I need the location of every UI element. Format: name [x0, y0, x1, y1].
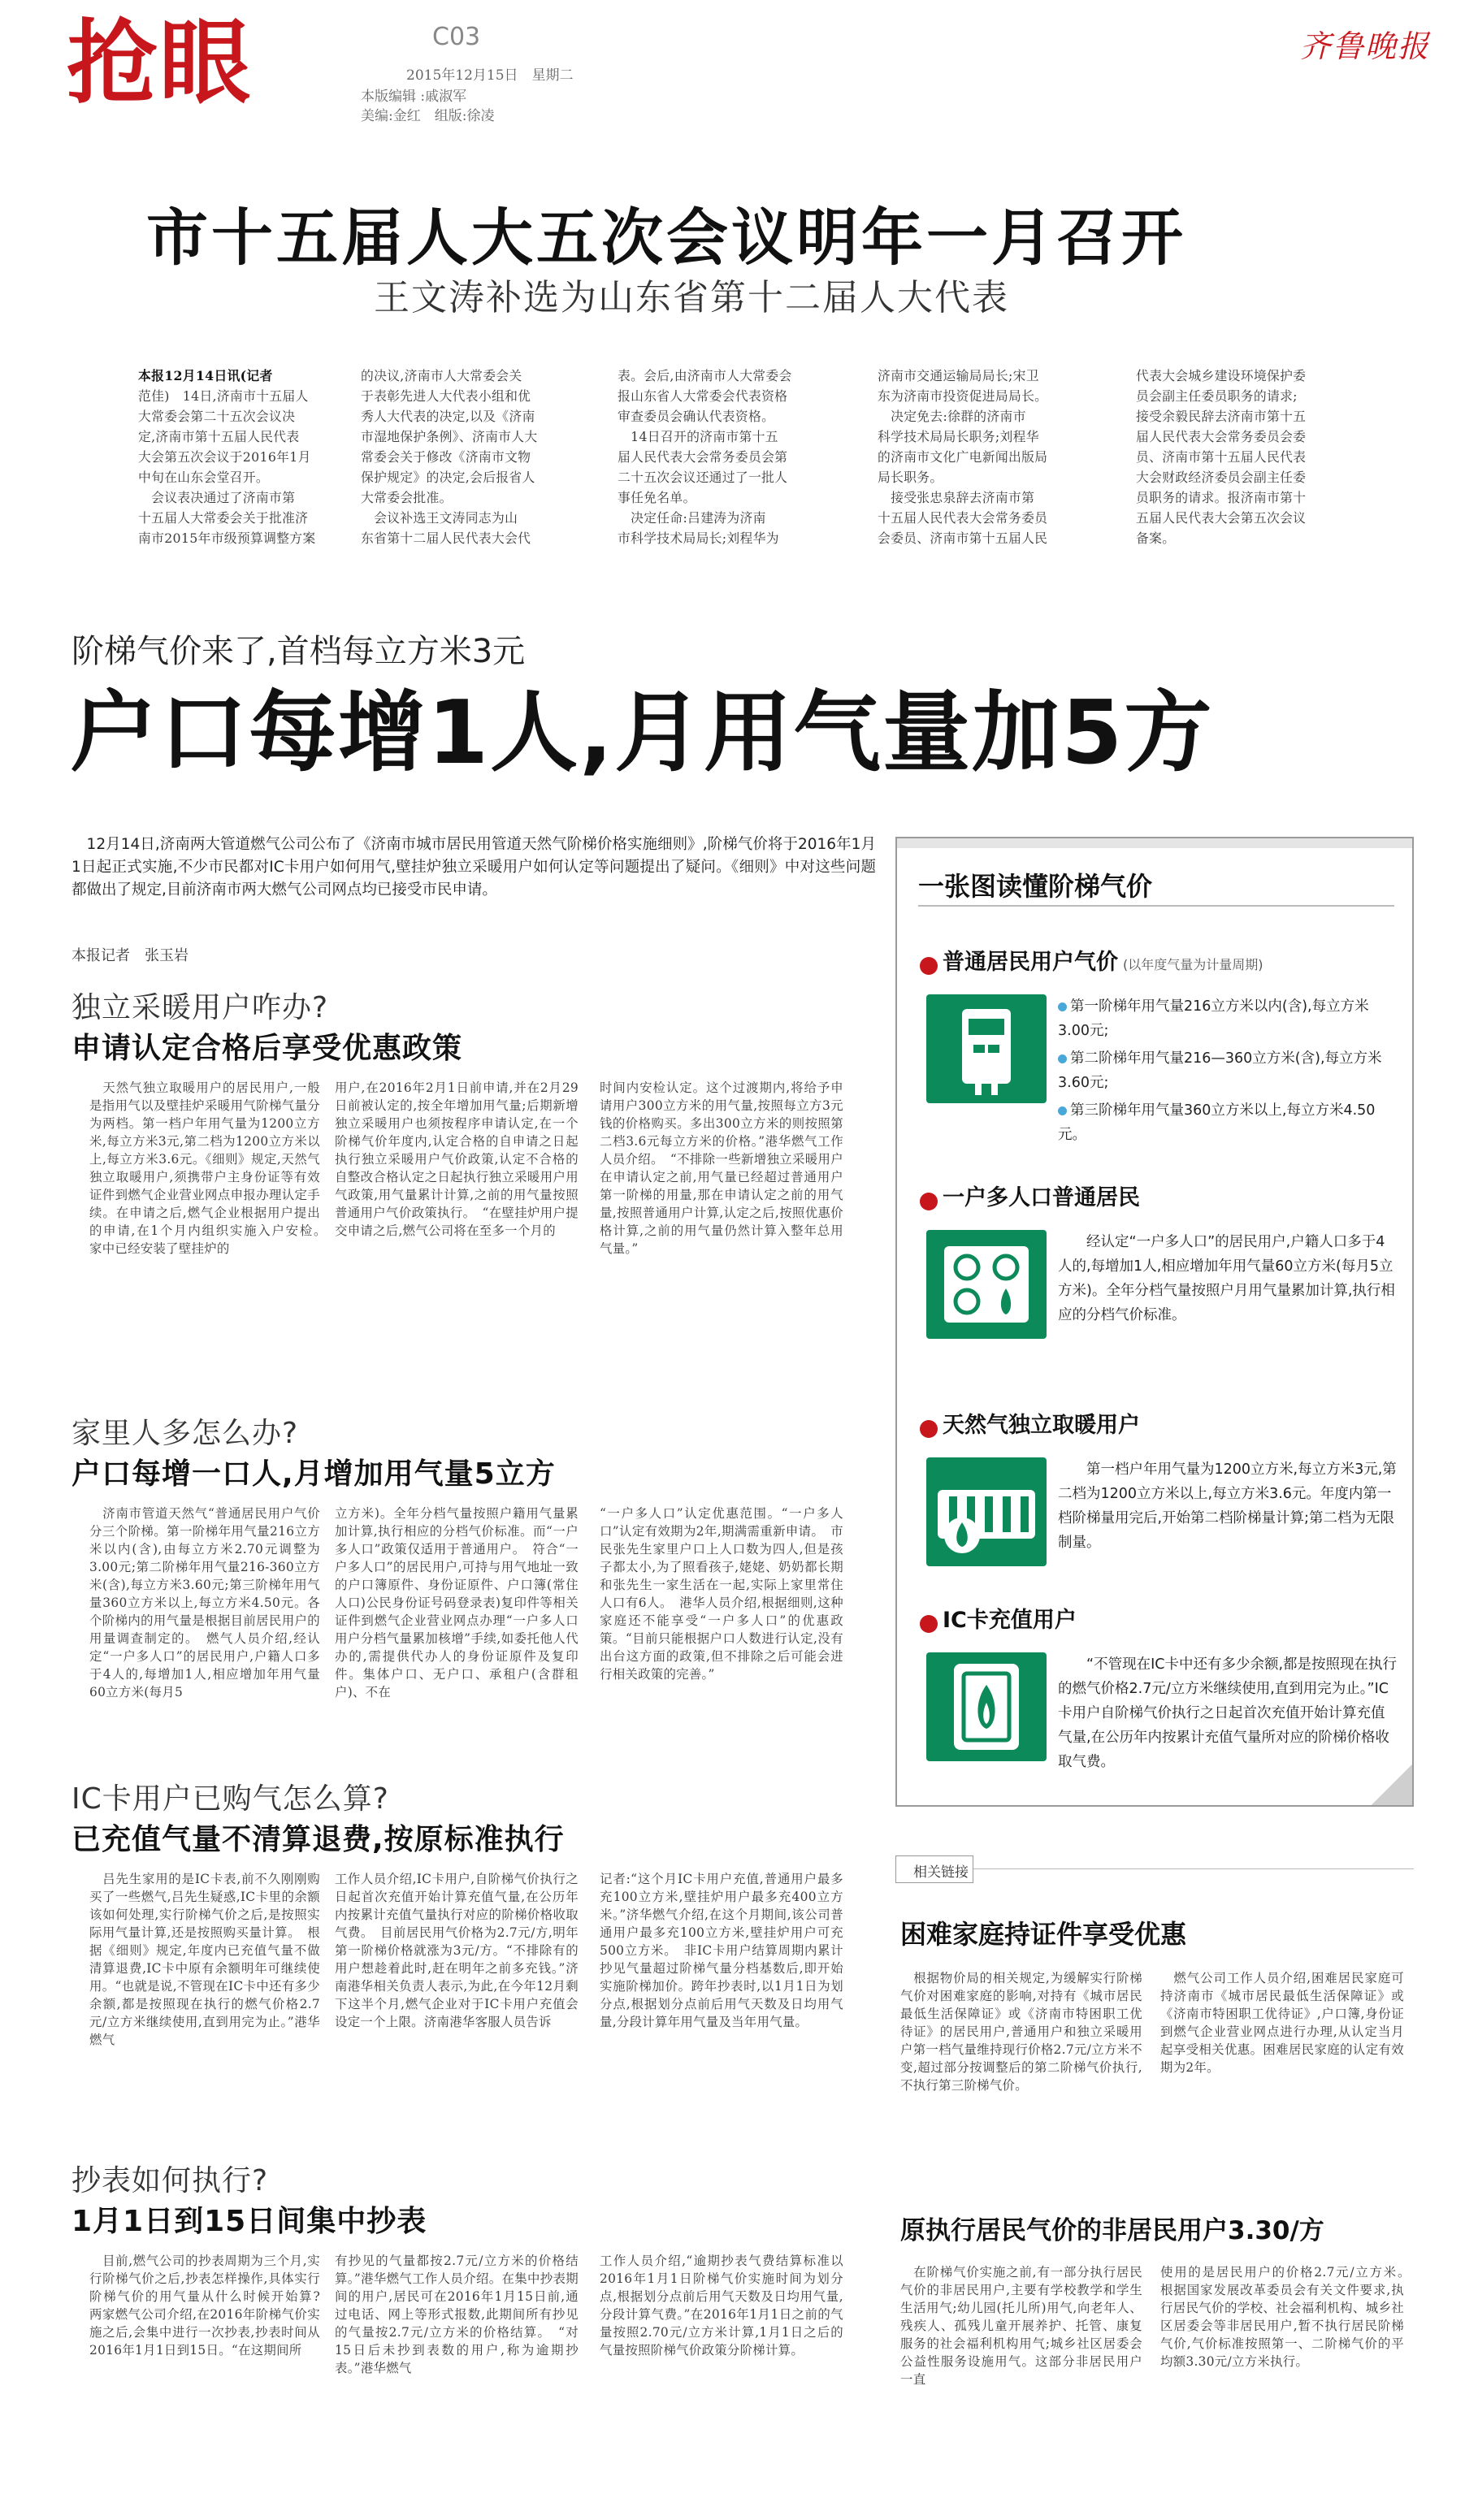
section-logo: 抢眼 [67, 11, 252, 116]
infobox-title: 一张图读懂阶梯气价 [918, 871, 1153, 902]
section-column: 立方米)。全年分档气量按照户籍用气量累加计算,执行相应的分档气价标准。而“一户多人口”政策仅适用于普通用户。 符合“一户多人口”的居民用户,可持与用气地址一致的户口簿原件、身份证原件、户口簿(常住人口)公民身份证号码登录表)复印件等相关证件到燃气企业营业网点办理“一户多人口用户分档气量累加核增”手续,如委托他人代办的,需提供代办人的身份证原件及复印件。集体户口、无户口、承租户(含群租户)、不在 [335, 1506, 579, 1699]
editor-line: 本版编辑 :戚淑军 [361, 89, 467, 105]
story1-line: 决定免去:徐群的济南市 [878, 409, 1026, 424]
section-column: “一户多人口”认定优惠范围。“一户多人口”认定有效期为2年,期满需重新申请。 市民张先生家里户口上人口数为四人,但是孩子都太小,为了照看孩子,姥姥、奶奶都长期和张先生一家生活在一起,实际上家里常住人口有6人。 港华人员介绍,根据细则,这种家庭还不能享受“一户多人口”的优惠政策。“目前只能根据户口人数进行认定,没有出台这方面的政策,但不排除之后可能会进行相关政策的完善。” [600, 1506, 843, 1682]
bullet-dot-icon [920, 1615, 938, 1633]
story1-line: 大常委会批准。 [361, 490, 453, 505]
bullet-dot-icon [920, 957, 938, 975]
story1-line: 的济南市文化广电新闻出版局 [878, 449, 1048, 465]
story1-line: 代表大会城乡建设环境保护委 [1136, 368, 1307, 383]
story1-headline: 市十五届人大五次会议明年一月召开 [146, 201, 1186, 274]
story1-line: 市湿地保护条例》、济南市人大 [361, 429, 538, 444]
related-links-box [895, 1855, 1417, 2473]
story1-line: 济南市交通运输局局长;宋卫 [878, 368, 1039, 383]
story1-line: 员、济南市第十五届人民代表 [1136, 449, 1307, 465]
section-column: 目前,燃气公司的抄表周期为三个月,实行阶梯气价之后,抄表怎样操作,具体实行阶梯气价的用气量从什么时候开始算? 两家燃气公司介绍,在2016年阶梯气价实施之后,会集中进行一次抄表,抄表时间从2016年1月1日到15日。“在这期间所 [89, 2254, 333, 2358]
story1-column [1136, 366, 1380, 569]
section-question: 家里人多怎么办? [72, 1417, 299, 1450]
story1-line: 十五届人民代表大会常务委员 [878, 510, 1048, 526]
story1-line: 届人民代表大会常务委员会委 [1136, 429, 1307, 444]
section-answer: 1月1日到15日间集中抄表 [72, 2205, 427, 2238]
section-column: 有抄见的气量都按2.7元/立方米的价格结算。”港华燃气工作人员介绍。在集中抄表期间的用户,居民可在2016年1月15日前,通过电话、网上等形式报数,此期间所有抄见的气量按2.7元/立方米的价格结算。 “对15日后未抄到表数的用户,称为逾期抄表。”港华燃气 [335, 2254, 579, 2375]
story1-line: 定,济南市第十五届人民代表 [138, 429, 300, 444]
infobox-item-title: 一户多人口普通居民 [943, 1185, 1140, 1210]
sidebar-s2-col2: 使用的是居民用户的价格2.7元/立方米。 根据国家发展改革委员会有关文件要求,执行居民气价的学校、社会福利机构、城乡社区居委会等非居民用户,暂不执行居民阶梯气价,气价标准按照第一、二阶梯气价的平均额3.30元/立方米执行。 [1160, 2265, 1417, 2369]
infobox-item-title: IC卡充值用户 [943, 1608, 1077, 1633]
sidebar-s1-title: 困难家庭持证件享受优惠 [900, 1919, 1187, 1950]
infobox-bullet-text: 第三阶梯年用气量360立方米以上,每立方米4.50元。 [1058, 1102, 1376, 1143]
section-column: 工作人员介绍,“逾期抄表气费结算标准以2016年1月1日阶梯气价实施时间为划分点,根据划分点前后用气天数及日均用气量,分段计算气费。”在2016年1月1日之前的气量按照2.70元/立方米计算,1月1日之后的气量按照阶梯气价政策分阶梯计算。 [600, 2254, 843, 2358]
story1-line: 南市2015年市级预算调整方案 [138, 530, 316, 546]
infobox-item-text: 经认定“一户多人口”的居民用户,户籍人口多于4人的,每增加1人,相应增加年用气量60立方米(每月5立方米)。全年分档气量按照户月用气量累加计算,执行相应的分档气价标准。 [1058, 1234, 1395, 1323]
story1-subhead: 王文涛补选为山东省第十二届人大代表 [374, 277, 1009, 318]
story1-line: 接受张忠泉辞去济南市第 [878, 490, 1035, 505]
story1-line: 会议表决通过了济南市第 [138, 490, 296, 505]
story1-line: 市科学技术局局长;刘程华为 [618, 530, 779, 546]
bullet-icon [1058, 1106, 1067, 1115]
story2-headline: 户口每增1人,月用气量加5方 [70, 682, 1214, 784]
section-answer: 申请认定合格后享受优惠政策 [72, 1032, 463, 1065]
story1-line: 会委员、济南市第十五届人民 [878, 530, 1048, 546]
section-question: 抄表如何执行? [72, 2164, 269, 2197]
section-column: 时间内安检认定。这个过渡期内,将给予申请用户300立方米的用气量,按照每立方3元钱的价格购买。多出300立方米的则按照第二档3.6元每立方米的价格。”港华燃气工作人员介绍。 “不排除一些新增独立采暖用户在申请认定之前,用气量已经超过普通用户第一阶梯的用量,那在申请认定之前的用气量,按照普通用户计算,认定之后,按照优惠价格计算,之前的用气量仍然计算入整年总用气量。” [600, 1080, 843, 1256]
story2-lead: 12月14日,济南两大管道燃气公司公布了《济南市城市居民用管道天然气阶梯价格实施细则》,阶梯气价将于2016年1月1日起正式实施,不少市民都对IC卡用户如何用气,壁挂炉独立采暖用户如何认定等问题提出了疑问。《细则》中对这些问题都做出了规定,目前济南市两大燃气公司网点均已接受市民申请。 [72, 836, 876, 898]
infobox-bullet [1058, 1046, 1398, 1095]
story1-line: 大常委会第二十五次会议决 [138, 409, 296, 424]
story1-line: 的决议,济南市人大常委会关 [361, 368, 522, 383]
infobox-item-text: “不管现在IC卡中还有多少余额,都是按照现在执行的燃气价格2.7元/立方米继续使用,直到用完为止。”IC卡用户自阶梯气价执行之日起首次充值开始计算充值气量,在公历年内按累计充值气量所对应的阶梯价格收取气费。 [1058, 1656, 1398, 1770]
story1-line: 局长职务。 [878, 470, 943, 485]
story1-line: 员会副主任委员职务的请求; [1136, 388, 1298, 404]
infobox-bullet [1058, 1098, 1398, 1147]
section-column: 吕先生家用的是IC卡表,前不久刚刚购买了一些燃气,吕先生疑惑,IC卡里的余额该如何处理,实行阶梯气价之后,是按照实际用气量计算,还是按照购买量计算。 根据《细则》规定,年度内已充值气量不做清算退费,IC卡中原有余额明年可继续使用。“也就是说,不管现在IC卡中还有多少余额,都是按照现在执行的燃气价格2.7元/立方米继续使用,直到用完为止。”港华燃气 [89, 1872, 320, 2047]
section-column: 记者:“这个月IC卡用户充值,普通用户最多充100立方米,壁挂炉用户最多充400立方米。”济华燃气介绍,在这个月期间,该公司普通用户最多充100立方米,壁挂炉用户可充500立方米。 非IC卡用户结算周期内累计抄见气量超过阶梯气量分档基数后,即开始实施阶梯加价。跨年抄表时,以1月1日为划分点,根据划分点前后用气天数及日均用气量,分段计算年用气量及当年用气量。 [600, 1872, 843, 2029]
section-column: 工作人员介绍,IC卡用户,自阶梯气价执行之日起首次充值开始计算充值气量,在公历年内按累计充值气量执行对应的阶梯价格收取气费。 目前居民用气价格为2.7元/方,明年第一阶梯价格就涨为3元/方。“不排除有的用户想趁着此时,赶在明年之前多充钱。”济南港华相关负责人表示,为此,在今年12月剩下这半个月,燃气企业对于IC卡用户充值会设定一个上限。济南港华客服人员告诉 [335, 1872, 579, 2029]
infobox [895, 837, 1414, 1807]
story2-kicker: 阶梯气价来了,首档每立方米3元 [72, 633, 526, 670]
story1-line: 大会财政经济委员会副主任委 [1136, 470, 1307, 485]
infobox-bullet [1058, 994, 1398, 1043]
infobox-bullet-text: 第二阶梯年用气量216—360立方米(含),每立方米3.60元; [1058, 1050, 1382, 1091]
story1-line: 秀人大代表的决定,以及《济南 [361, 409, 535, 424]
bullet-dot-icon [920, 1193, 938, 1210]
related-links-rule [973, 1868, 1414, 1869]
story1-column [138, 366, 382, 569]
infobox-item-heading [920, 1602, 1077, 1634]
story1-column [618, 366, 861, 569]
story1-line: 决定任命:吕建涛为济南 [618, 510, 766, 526]
story1-line: 保护规定》的决定,会后报省人 [361, 470, 535, 485]
sidebar-s1-col2: 燃气公司工作人员介绍,困难居民家庭可持济南市《城市居民最低生活保障证》或《济南市特困职工优待证》,户口簿,身份证到燃气企业营业网点进行办理,从认定当月起享受相关优惠。困难居民家庭的认定有效期为2年。 [1160, 1971, 1404, 2075]
bullet-icon [1058, 1002, 1067, 1011]
section-answer: 户口每增一口人,月增加用气量5立方 [72, 1457, 556, 1491]
story1-line: 二十五次会议还通过了一批人 [618, 470, 788, 485]
infobox-item-heading [920, 944, 1263, 976]
section-column: 济南市管道天然气“普通居民用户气价分三个阶梯。第一阶梯年用气量216立方米以内(含),由每立方米2.70元调整为3.00元;第二阶梯年用气量216-360立方米(含),每立方米3.60元;第三阶梯年用气量360立方米以上,每立方米4.50元。各个阶梯内的用气量是根据目前居民用户的用量调查制定的。 燃气人员介绍,经认定“一户多人口”的居民用户,户籍人口多于4人的,每增加1人,相应增加年用气量60立方米(每月5 [89, 1506, 320, 1699]
infobox-item-note: (以年度气量为计量周期) [1123, 957, 1263, 972]
infobox-item-title: 天然气独立取暖用户 [943, 1413, 1140, 1438]
story1-line: 十五届人大常委会关于批准济 [138, 510, 309, 526]
gas-meter-icon [926, 994, 1047, 1103]
story1-line: 大会第五次会议于2016年1月 [138, 449, 311, 465]
date-line: 2015年12月15日 星期二 [406, 67, 574, 84]
story1-line: 中旬在山东会堂召开。 [138, 470, 269, 485]
art-line: 美编:金红 组版:徐凌 [361, 108, 495, 124]
related-links-label: 相关链接 [913, 1864, 969, 1881]
section-question: IC卡用户已购气怎么算? [72, 1782, 389, 1816]
story1-line: 五届人民代表大会第五次会议 [1136, 510, 1307, 526]
story1-line: 接受余毅民辞去济南市第十五 [1136, 409, 1307, 424]
infobox-item-heading [920, 1407, 1140, 1439]
boiler-flame-icon [926, 1652, 1047, 1761]
infobox-title-underline [918, 905, 1394, 907]
infobox-item-heading [920, 1180, 1140, 1211]
stove-icon [926, 1230, 1047, 1339]
story1-line: 14日召开的济南市第十五 [618, 429, 778, 444]
story1-line: 届人民代表大会常务委员会第 [618, 449, 788, 465]
section-column: 天然气独立取暖用户的居民用户,一般是指用气以及壁挂炉采暖用气阶梯气量分为两档。第一档户年用气量为1200立方米,每立方米3元,第二档为1200立方米以上,每立方米3.6元。《细则》规定,天然气独立取暖用户,须携带户主身份证等有效证件到燃气企业营业网点申报办理认定手续。在申请之后,燃气企业根据用户提出的申请,在1个月内组织实施入户安检。 家中已经安装了壁挂炉的 [89, 1080, 333, 1256]
story1-line: 于表彰先进人大代表小组和优 [361, 388, 531, 404]
radiator-flame-icon [926, 1457, 1047, 1566]
section-column: 用户,在2016年2月1日前申请,并在2月29日前被认定的,按全年增加用气量;后期新增独立采暖用户也须按程序申请认定,在一个阶梯气价年度内,认定合格的自申请之日起执行独立采暖用户气价政策,认定不合格的自整改合格认定之日起执行独立采暖用户用气政策,用气量累计计算,之前的用气量按照普通用户气价政策执行。 “在壁挂炉用户提交申请之后,燃气公司将在至多一个月的 [335, 1080, 579, 1238]
infobox-bullet-text: 第一阶梯年用气量216立方米以内(含),每立方米3.00元; [1058, 998, 1369, 1039]
infobox-item-title: 普通居民用户气价 [943, 950, 1118, 975]
story1-line: 范佳) 14日,济南市十五届人 [138, 388, 309, 404]
story2-byline: 本报记者 张玉岩 [72, 947, 189, 964]
story1-line: 备案。 [1136, 530, 1176, 546]
infobox-item-text: 第一档户年用气量为1200立方米,每立方米3元,第二档为1200立方米以上,每立方米3.6元。年度内第一档阶梯量用完后,开始第二档阶梯量计算;第二档为无限制量。 [1058, 1461, 1397, 1551]
story1-line: 本报12月14日讯(记者 [138, 368, 273, 383]
story1-line: 东省第十二届人民代表大会代 [361, 530, 531, 546]
story1-line: 员职务的请求。报济南市第十 [1136, 490, 1307, 505]
bullet-dot-icon [920, 1420, 938, 1438]
masthead-logo: 齐鲁晚报 [1300, 28, 1431, 64]
page-curl [1372, 1764, 1412, 1805]
story1-line: 表。会后,由济南市人大常委会 [618, 368, 792, 383]
section-answer: 已充值气量不清算退费,按原标准执行 [72, 1823, 565, 1856]
story1-line: 报山东省人大常委会代表资格 [618, 388, 788, 404]
infobox-header-bar [897, 838, 1412, 848]
sidebar-s2-title: 原执行居民气价的非居民用户3.30/方 [900, 2216, 1324, 2245]
story1-column [361, 366, 605, 569]
story1-line: 科学技术局局长职务;刘程华 [878, 429, 1039, 444]
story1-line: 会议补选王文涛同志为山 [361, 510, 518, 526]
page-code: C03 [432, 23, 481, 51]
bullet-icon [1058, 1054, 1067, 1063]
story1-line: 东为济南市投资促进局局长。 [878, 388, 1048, 404]
infobox-item-bullets [1058, 994, 1398, 1150]
story1-line: 常委会关于修改《济南市文物 [361, 449, 531, 465]
section-question: 独立采暖用户咋办? [72, 991, 329, 1024]
story1-line: 审查委员会确认代表资格。 [618, 409, 775, 424]
sidebar-s1-col1: 根据物价局的相关规定,为缓解实行阶梯气价对困难家庭的影响,对持有《城市居民最低生活保障证》或《济南市特困职工优待证》的居民用户,普通用户和独立采暖用户第一档气量维持现行价格2.7元/立方米不变,超过部分按调整后的第二阶梯气价执行,不执行第三阶梯气价。 [900, 1971, 1142, 2093]
sidebar-s2-col1: 在阶梯气价实施之前,有一部分执行居民气价的非居民用户,主要有学校教学和学生生活用气;幼儿园(托儿所)用气,向老年人、残疾人、孤残儿童开展养护、托管、康复服务的社会福利机构用气;城乡社区居委会公益性服务设施用气。这部分非居民用户一直 [900, 2265, 1142, 2387]
page-header [0, 0, 1465, 138]
story1-column [878, 366, 1121, 569]
story1-line: 事任免名单。 [618, 490, 696, 505]
